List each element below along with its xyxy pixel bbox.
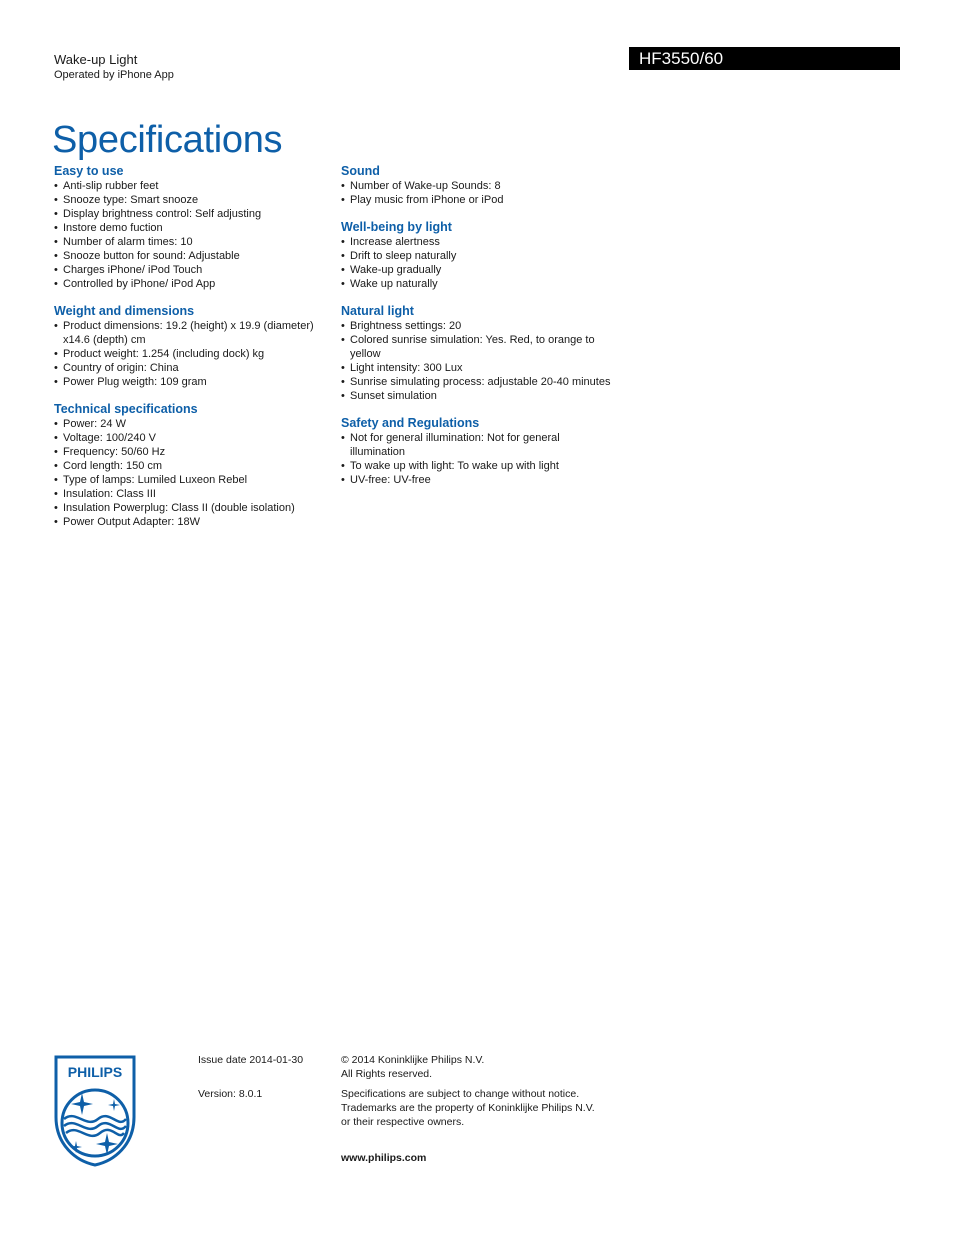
section-title: Natural light [341,304,414,318]
spec-item: • Charges iPhone/ iPod Touch [54,263,326,277]
spec-item: • Anti-slip rubber feet [54,179,326,193]
product-subtitle: Operated by iPhone App [54,69,174,81]
spec-item: • Instore demo fuction [54,221,326,235]
right-spec-column [341,163,613,499]
spec-item: • Cord length: 150 cm [54,459,326,473]
spec-item: • Number of alarm times: 10 [54,235,326,249]
spec-item: • Play music from iPhone or iPod [341,193,613,207]
spec-item: • Product weight: 1.254 (including dock) kg [54,347,326,361]
spec-list [341,179,613,207]
spec-item: • Number of Wake-up Sounds: 8 [341,179,613,193]
model-number-bar: HF3550/60 [629,47,900,70]
philips-shield-logo [54,1055,136,1167]
spec-item: • Colored sunrise simulation: Yes. Red, to orange to yellow [341,333,613,361]
spec-item: • Snooze button for sound: Adjustable [54,249,326,263]
version: Version: 8.0.1 [198,1088,263,1100]
philips-logo-text: PHILIPS [67,1064,123,1080]
spec-item: • Not for general illumination: Not for general illumination [341,431,613,459]
section-title: Easy to use [54,164,124,178]
section-title: Well-being by light [341,220,452,234]
spec-item: • UV-free: UV-free [341,473,613,487]
spec-item: • Drift to sleep naturally [341,249,613,263]
spec-section [54,163,326,291]
disclaimer-line-2: Trademarks are the property of Koninklijke Philips N.V. [341,1102,595,1114]
spec-item: • Controlled by iPhone/ iPod App [54,277,326,291]
spec-item: • Frequency: 50/60 Hz [54,445,326,459]
spec-item: • Type of lamps: Lumiled Luxeon Rebel [54,473,326,487]
issue-date: Issue date 2014-01-30 [198,1054,304,1066]
spec-section [54,303,326,389]
left-spec-column [54,163,326,541]
spec-item: • Sunset simulation [341,389,613,403]
spec-list [54,179,326,291]
spec-list [341,235,613,291]
spec-item: • Snooze type: Smart snooze [54,193,326,207]
section-title: Technical specifications [54,402,198,416]
spec-item: • Brightness settings: 20 [341,319,613,333]
spec-item: • Insulation: Class III [54,487,326,501]
disclaimer-line-1: Specifications are subject to change without notice. [341,1088,580,1100]
spec-item: • Power: 24 W [54,417,326,431]
spec-item: • To wake up with light: To wake up with light [341,459,613,473]
spec-item: • Wake up naturally [341,277,613,291]
spec-item: • Display brightness control: Self adjusting [54,207,326,221]
spec-list [341,319,613,403]
spec-item: • Insulation Powerplug: Class II (double isolation) [54,501,326,515]
spec-section [341,219,613,291]
product-header [54,52,174,82]
footer-meta [198,1053,303,1101]
footer-legal [341,1053,631,1165]
spec-item: • Sunrise simulating process: adjustable 20-40 minutes [341,375,613,389]
spec-item: • Increase alertness [341,235,613,249]
spec-item: • Wake-up gradually [341,263,613,277]
spec-list [341,431,613,487]
section-title: Weight and dimensions [54,304,195,318]
spec-section [341,163,613,207]
page-title: Specifications [52,119,283,162]
spec-item: • Country of origin: China [54,361,326,375]
product-name: Wake-up Light [54,52,138,67]
spec-list [54,417,326,529]
website-link[interactable]: www.philips.com [341,1152,427,1164]
footer [0,1053,954,1183]
section-title: Sound [341,164,380,178]
spec-section [341,415,613,487]
spec-item: • Voltage: 100/240 V [54,431,326,445]
spec-section [54,401,326,529]
disclaimer-line-3: or their respective owners. [341,1116,465,1128]
spec-item: • Product dimensions: 19.2 (height) x 19.9 (diameter) x14.6 (depth) cm [54,319,326,347]
spec-list [54,319,326,389]
rights-reserved: All Rights reserved. [341,1068,433,1080]
copyright: © 2014 Koninklijke Philips N.V. [341,1054,485,1066]
spec-item: • Power Output Adapter: 18W [54,515,326,529]
spec-section [341,303,613,403]
spec-item: • Light intensity: 300 Lux [341,361,613,375]
spec-item: • Power Plug weigth: 109 gram [54,375,326,389]
section-title: Safety and Regulations [341,416,480,430]
